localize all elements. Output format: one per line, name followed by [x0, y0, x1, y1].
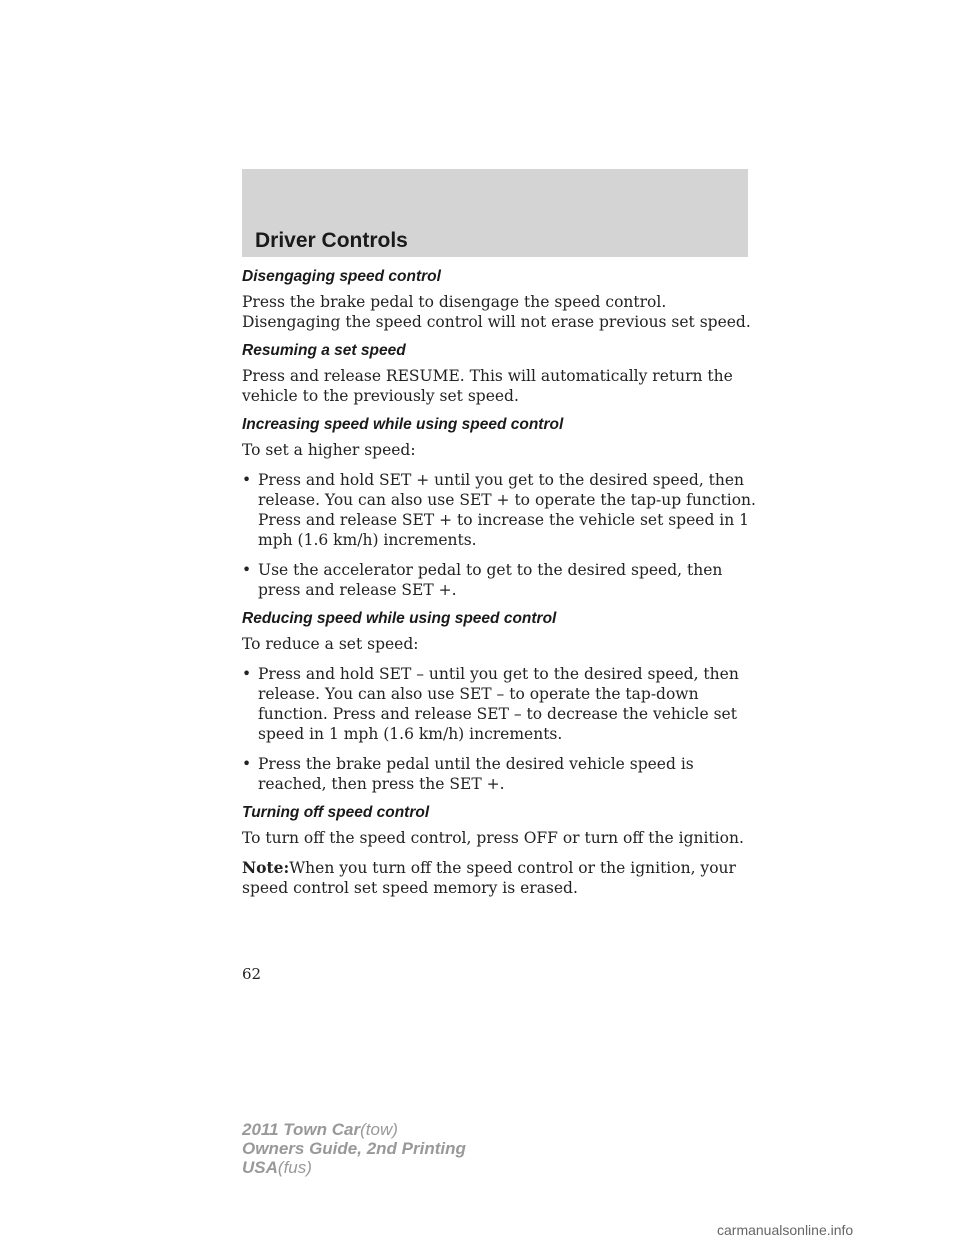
footer-model: 2011 Town Car: [242, 1120, 361, 1139]
footer-print-info: [242, 1120, 466, 1177]
intro-increasing: To set a higher speed:: [242, 441, 416, 459]
footer-region: USA: [242, 1158, 278, 1177]
bullet-icon: •: [242, 471, 252, 489]
list-item: [242, 754, 762, 794]
intro-reducing: To reduce a set speed:: [242, 635, 419, 653]
bullet-list-increasing: [242, 470, 762, 600]
heading-increasing: Increasing speed while using speed control: [242, 416, 564, 433]
paragraph-turning-off: To turn off the speed control, press OFF or turn off the ignition.: [242, 829, 744, 847]
heading-reducing: Reducing speed while using speed control: [242, 610, 557, 627]
list-item-text: Press and hold SET + until you get to the desired speed, then release. You can also use SET + to operate the tap-up function. Press and release SET + to increase the vehicle set speed in 1 mph (1.6 km/h) increments.: [258, 471, 756, 549]
note-label: Note:: [242, 858, 290, 877]
footer-model-code: (tow): [360, 1120, 398, 1139]
list-item: [242, 470, 762, 550]
bullet-icon: •: [242, 561, 252, 579]
note-text: When you turn off the speed control or the ignition, your speed control set speed memory is erased.: [242, 859, 736, 897]
note-paragraph: [242, 858, 762, 898]
section-title: Driver Controls: [255, 229, 408, 252]
heading-resuming: Resuming a set speed: [242, 342, 406, 359]
list-item-text: Press the brake pedal until the desired vehicle speed is reached, then press the SET +.: [258, 755, 694, 793]
list-item: [242, 664, 762, 744]
paragraph-disengaging: Press the brake pedal to disengage the speed control. Disengaging the speed control will not erase previous set speed.: [242, 293, 751, 331]
footer-region-code: (fus): [277, 1158, 312, 1177]
bullet-list-reducing: [242, 664, 762, 794]
bullet-icon: •: [242, 755, 252, 773]
list-item-text: Press and hold SET – until you get to the desired speed, then release. You can also use SET – to operate the tap-down function. Press and release SET – to decrease the vehicle set speed in 1 mph (1.6 km/h) increments.: [258, 665, 739, 743]
heading-turning-off: Turning off speed control: [242, 804, 430, 821]
paragraph-resuming: Press and release RESUME. This will automatically return the vehicle to the previously set speed.: [242, 367, 733, 405]
footer-guide-edition: Owners Guide, 2nd Printing: [242, 1139, 466, 1158]
page-number: 62: [242, 965, 262, 983]
heading-disengaging: Disengaging speed control: [242, 268, 441, 285]
watermark: carmanualsonline.info: [717, 1222, 854, 1238]
list-item-text: Use the accelerator pedal to get to the desired speed, then press and release SET +.: [258, 561, 723, 599]
list-item: [242, 560, 762, 600]
page-content: [242, 268, 762, 908]
bullet-icon: •: [242, 665, 252, 683]
